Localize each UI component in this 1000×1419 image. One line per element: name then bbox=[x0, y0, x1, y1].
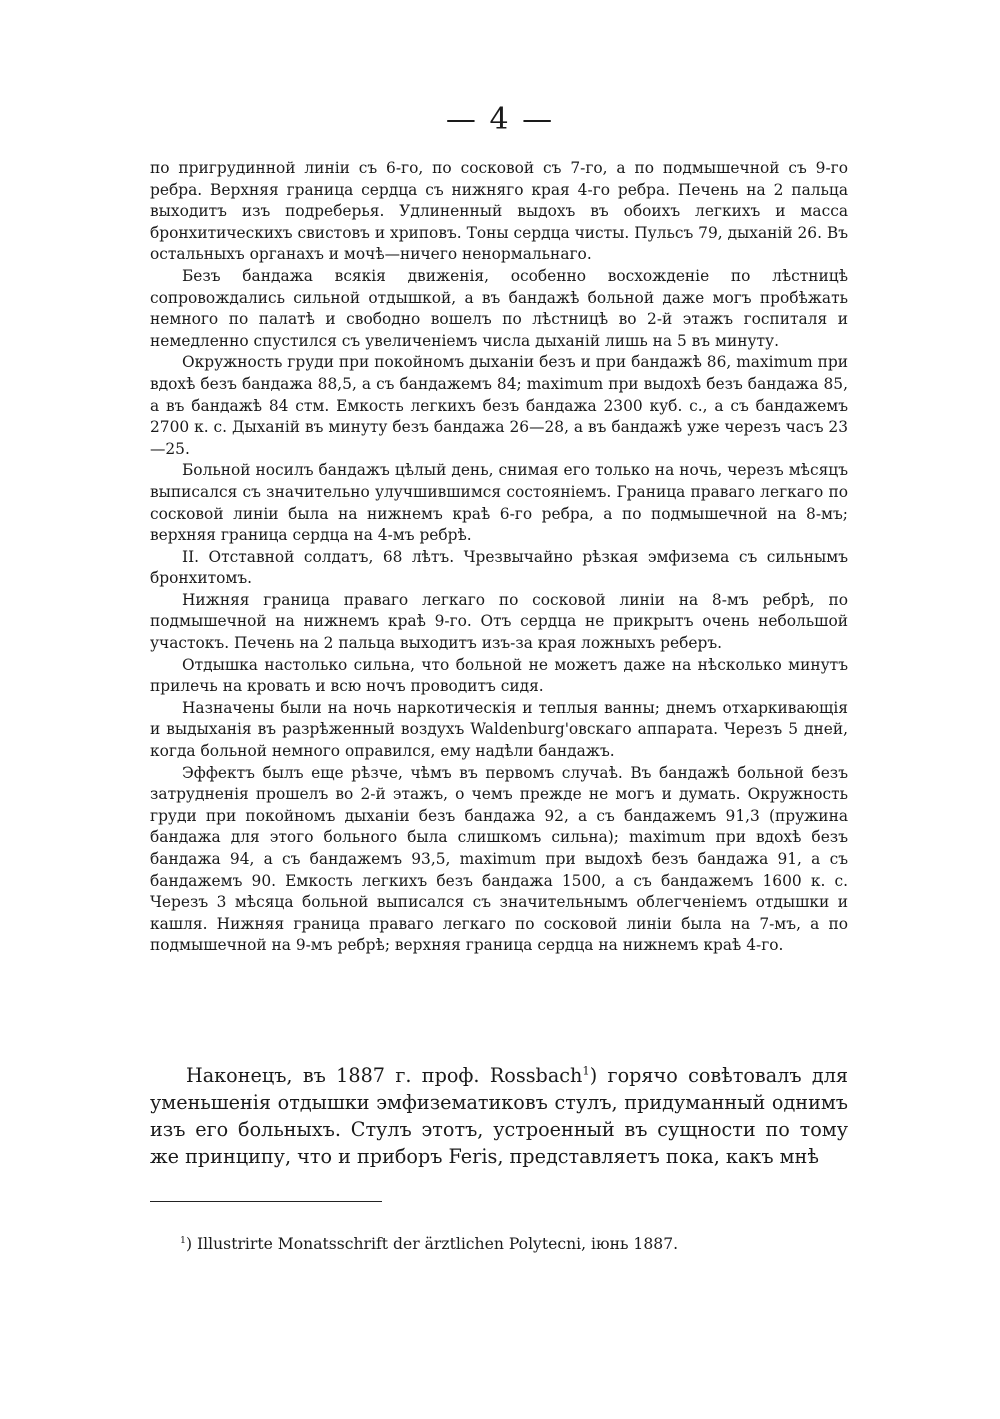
footnote-divider bbox=[150, 1201, 382, 1202]
paragraph-effect: Эффектъ былъ еще рѣзче, чѣмъ въ первомъ случаѣ. Въ бандажѣ больной безъ затрудненія прошелъ во 2-й этажъ, о чемъ прежде не могъ и думать. Окружность груди при покойномъ дыханіи безъ бандажа 92, а съ бандажемъ 91,3 (пружина бандажа для этого больного была слишкомъ сильна); maximum при вдохѣ безъ бандажа 94, а съ бандажемъ 93,5, maximum при выдохѣ безъ бандажа 91, а съ бандажемъ 90. Емкость легкихъ безъ бандажа 1500, а съ бандажемъ 1600 к. с. Черезъ 3 мѣсяца больной выписался съ значительнымъ облегченіемъ отдышки и кашля. Нижняя граница праваго легкаго по сосковой линіи была на 7-мъ, а по подмышечной на 9-мъ ребрѣ; верхняя граница сердца на нижнемъ краѣ 4-го. bbox=[150, 763, 848, 955]
paragraph-case-two-heading: II. Отставной солдатъ, 68 лѣтъ. Чрезвычайно рѣзкая эмфизема съ сильнымъ бронхитомъ. bbox=[150, 547, 848, 588]
rossbach-text-end: ) горячо совѣтовалъ для уменьшенія отдышки эмфизематиковъ стулъ, придуманный однимъ изъ его больныхъ. Стулъ этотъ, устроенный въ сущности по тому же принципу, что и приборъ Feris, представляетъ пока, какъ мнѣ bbox=[150, 1064, 848, 1168]
paragraph-lung-boundary: Нижняя граница праваго легкаго по сосковой линіи на 8-мъ ребрѣ, по подмышечной на нижнемъ краѣ 9-го. Отъ сердца не прикрытъ очень небольшой участокъ. Печень на 2 пальца выходитъ изъ-за края ложныхъ реберъ. bbox=[150, 590, 848, 653]
paragraph-treatment: Назначены были на ночь наркотическія и теплыя ванны; днемъ отхаркивающія и выдыханія въ разрѣженный воздухъ Waldenburg'овскаго аппарата. Черезъ 5 дней, когда больной немного оправился, ему надѣли бандажъ. bbox=[150, 698, 848, 761]
paragraph-discharge: Больной носилъ бандажъ цѣлый день, снимая его только на ночь, черезъ мѣсяцъ выписался съ значительно улучшившимся состояніемъ. Граница праваго легкаго по сосковой линіи была на нижнемъ краѣ 6-го ребра, а по подмышечной на 8-мъ; верхняя граница сердца на 4-мъ ребрѣ. bbox=[150, 461, 848, 545]
page-number: — 4 — bbox=[445, 102, 555, 137]
footnote-text: ) Illustrirte Monatsschrift der ärztlichen Polytecni, іюнь 1887. bbox=[185, 1235, 679, 1253]
rossbach-text-start: Наконецъ, въ 1887 г. проф. Rossbach bbox=[186, 1064, 583, 1087]
paragraph-chest-measurements: Окружность груди при покойномъ дыханіи безъ и при бандажѣ 86, maximum при вдохѣ безъ бандажа 88,5, а съ бандажемъ 84; maximum при выдохѣ безъ бандажа 85, а въ бандажѣ 84 стм. Емкость легкихъ безъ бандажа 2300 куб. с., а съ бандажемъ 2700 к. с. Дыханій въ минуту безъ бандажа 26—28, а въ бандажѣ уже черезъ часъ 23—25. bbox=[150, 353, 848, 458]
footnote-reference: 1 bbox=[582, 1063, 590, 1078]
paragraph-rossbach bbox=[150, 1062, 848, 1170]
paragraph-continuation: по пригрудинной линіи съ 6-го, по сосковой съ 7-го, а по подмышечной съ 9-го ребра. Верхняя граница сердца съ нижняго края 4-го ребра. Печень на 2 пальца выходитъ изъ подреберья. Удлиненный выдохъ въ обоихъ легкихъ и масса бронхитическихъ свистовъ и хриповъ. Тоны сердца чисты. Пульсъ 79, дыханій 26. Въ остальныхъ органахъ и мочѣ—ничего ненормальнаго. bbox=[150, 159, 848, 264]
paragraph-bandage-movement: Безъ бандажа всякія движенія, особенно восхожденіе по лѣстницѣ сопровождались сильной отдышкой, а въ бандажѣ больной даже могъ пробѣжать немного по палатѣ и свободно вошелъ по лѣстницѣ во 2-й этажъ госпиталя и немедленно спустился съ увеличеніемъ числа дыханій лишь на 5 въ минуту. bbox=[150, 266, 848, 350]
large-text-block bbox=[150, 1062, 848, 1170]
paragraph-dyspnea: Отдышка настолько сильна, что больной не можетъ даже на нѣсколько минутъ прилечь на кровать и всю ночъ проводитъ сидя. bbox=[150, 655, 848, 696]
footnote-mark: 1 bbox=[180, 1234, 186, 1246]
body-text bbox=[150, 158, 848, 957]
footnote bbox=[180, 1234, 820, 1254]
